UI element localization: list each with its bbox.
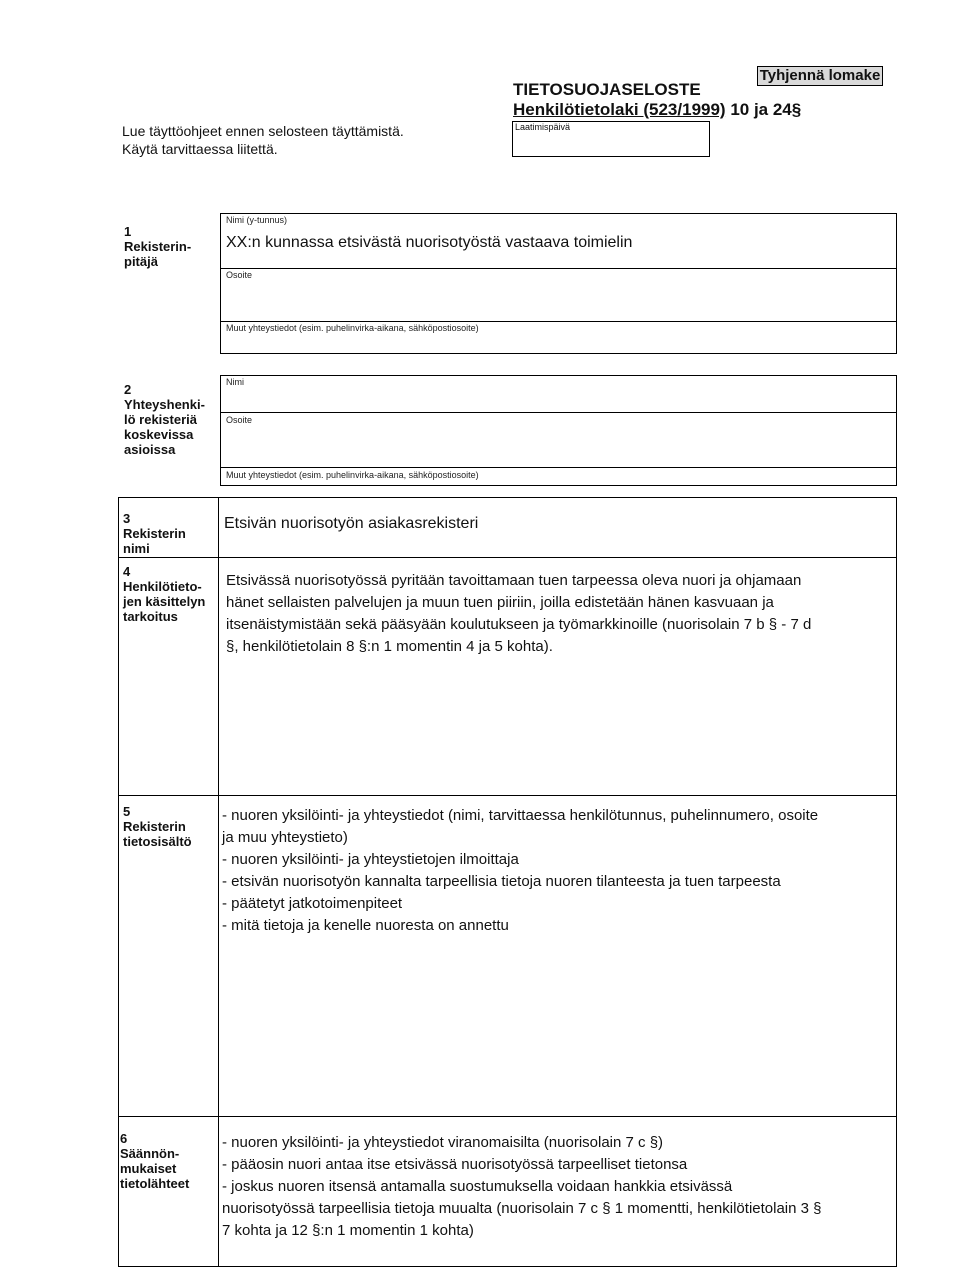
section-2-label-line-4: asioissa bbox=[124, 442, 176, 457]
sources-line-2: - pääosin nuori antaa itse etsivässä nuorisotyössä tarpeelliset tietonsa bbox=[222, 1156, 688, 1173]
sources-line-1: - nuoren yksilöinti- ja yhteystiedot viranomaisilta (nuorisolain 7 c §) bbox=[222, 1134, 664, 1151]
section-2-label bbox=[124, 382, 205, 457]
section-6-label-line-2: mukaiset bbox=[120, 1161, 177, 1176]
section-4-label-line-1: Henkilötieto- bbox=[123, 579, 202, 594]
s1-address-field[interactable] bbox=[224, 282, 894, 318]
law-section-sign: § bbox=[791, 100, 802, 119]
s1-address-label: Osoite bbox=[226, 270, 253, 280]
registry-name-field[interactable]: Etsivän nuorisotyön asiakasrekisteri bbox=[224, 515, 479, 532]
section-6-label-line-3: tietolähteet bbox=[120, 1176, 190, 1191]
content-line-1: - nuoren yksilöinti- ja yhteystiedot (nimi, tarvittaessa henkilötunnus, puhelinnumero, osoite bbox=[222, 807, 819, 824]
section-2-label-line-2: lö rekisteriä bbox=[124, 412, 197, 427]
instructions-line-2: Käytä tarvittaessa liitettä. bbox=[122, 141, 278, 157]
clear-form-button[interactable]: Tyhjennä lomake bbox=[757, 66, 883, 86]
sources-line-4: nuorisotyössä tarpeellisia tietoja muualta (nuorisolain 7 c § 1 momentti, henkilötietolain 3 § bbox=[222, 1200, 822, 1217]
s2-name-field[interactable] bbox=[224, 389, 894, 409]
section-2-label-line-3: koskevissa bbox=[124, 427, 194, 442]
s2-address-label: Osoite bbox=[226, 415, 253, 425]
section-3-number: 3 bbox=[123, 511, 131, 526]
section-1-label bbox=[124, 224, 191, 269]
section-5-label bbox=[123, 804, 192, 849]
section-4-label-line-2: jen käsittelyn bbox=[123, 594, 206, 609]
section-3-label bbox=[123, 511, 186, 556]
section-6-label bbox=[120, 1131, 189, 1191]
section-4-label-line-3: tarkoitus bbox=[123, 609, 178, 624]
purpose-field[interactable] bbox=[226, 570, 894, 658]
section-3-label-line-1: Rekisterin bbox=[123, 526, 186, 541]
s2-contact-label: Muut yhteystiedot (esim. puhelinvirka-aikana, sähköpostiosoite) bbox=[226, 470, 479, 480]
content-line-2: ja muu yhteystieto) bbox=[222, 829, 348, 846]
s2-address-field[interactable] bbox=[224, 427, 894, 463]
purpose-line-2: hänet sellaisten palvelujen ja muun tuen piiriin, joilla edistetään hänen kasvuaan ja bbox=[226, 594, 774, 611]
date-label: Laatimispäivä bbox=[515, 122, 571, 132]
purpose-line-4: §, henkilötietolain 8 §:n 1 momentin 4 ja 5 kohta). bbox=[226, 638, 553, 655]
section-5-number: 5 bbox=[123, 804, 131, 819]
purpose-line-3: itsenäistymistään sekä pääsyään koulutukseen ja työmarkkinoille (nuorisolain 7 b § - 7 d bbox=[226, 616, 812, 633]
law-reference bbox=[513, 100, 801, 120]
section-4-label bbox=[123, 564, 205, 624]
section-3-label-line-2: nimi bbox=[123, 541, 150, 556]
section-1-label-line-2: pitäjä bbox=[124, 254, 158, 269]
date-field[interactable] bbox=[512, 121, 710, 157]
section-5-label-line-2: tietosisältö bbox=[123, 834, 192, 849]
sources-field[interactable] bbox=[222, 1132, 894, 1242]
law-reference-underlined: Henkilötietolaki (523/1999) bbox=[513, 100, 726, 119]
section-2-label-line-1: Yhteyshenki- bbox=[124, 397, 205, 412]
sources-line-5: 7 kohta ja 12 §:n 1 momentin 1 kohta) bbox=[222, 1222, 474, 1239]
law-reference-rest: 10 ja 24 bbox=[725, 100, 792, 119]
form-title: TIETOSUOJASELOSTE bbox=[513, 80, 701, 99]
s2-name-label: Nimi bbox=[226, 377, 244, 387]
instructions-line-1: Lue täyttöohjeet ennen selosteen täyttämistä. bbox=[122, 123, 404, 139]
section-2-number: 2 bbox=[124, 382, 132, 397]
section-5-label-line-1: Rekisterin bbox=[123, 819, 186, 834]
section-6-label-line-1: Säännön- bbox=[120, 1146, 180, 1161]
section-1-number: 1 bbox=[124, 224, 132, 239]
section-1-label-line-1: Rekisterin- bbox=[124, 239, 192, 254]
content-field[interactable] bbox=[222, 805, 894, 937]
content-line-6: - mitä tietoja ja kenelle nuoresta on annettu bbox=[222, 917, 509, 934]
sources-line-3: - joskus nuoren itsensä antamalla suostumuksella voidaan hankkia etsivässä bbox=[222, 1178, 733, 1195]
content-line-3: - nuoren yksilöinti- ja yhteystietojen ilmoittaja bbox=[222, 851, 519, 868]
s1-contact-field[interactable] bbox=[224, 335, 894, 352]
purpose-line-1: Etsivässä nuorisotyössä pyritään tavoittamaan tuen tarpeessa oleva nuori ja ohjamaan bbox=[226, 572, 802, 589]
section-6-number: 6 bbox=[120, 1131, 128, 1146]
content-line-5: - päätetyt jatkotoimenpiteet bbox=[222, 895, 403, 912]
s1-name-label: Nimi (y-tunnus) bbox=[226, 215, 288, 225]
s1-name-field[interactable]: XX:n kunnassa etsivästä nuorisotyöstä vastaava toimielin bbox=[226, 234, 633, 251]
s1-contact-label: Muut yhteystiedot (esim. puhelinvirka-aikana, sähköpostiosoite) bbox=[226, 323, 479, 333]
section-4-number: 4 bbox=[123, 564, 131, 579]
content-line-4: - etsivän nuorisotyön kannalta tarpeellisia tietoja nuoren tilanteesta ja tuen tarpeesta bbox=[222, 873, 781, 890]
